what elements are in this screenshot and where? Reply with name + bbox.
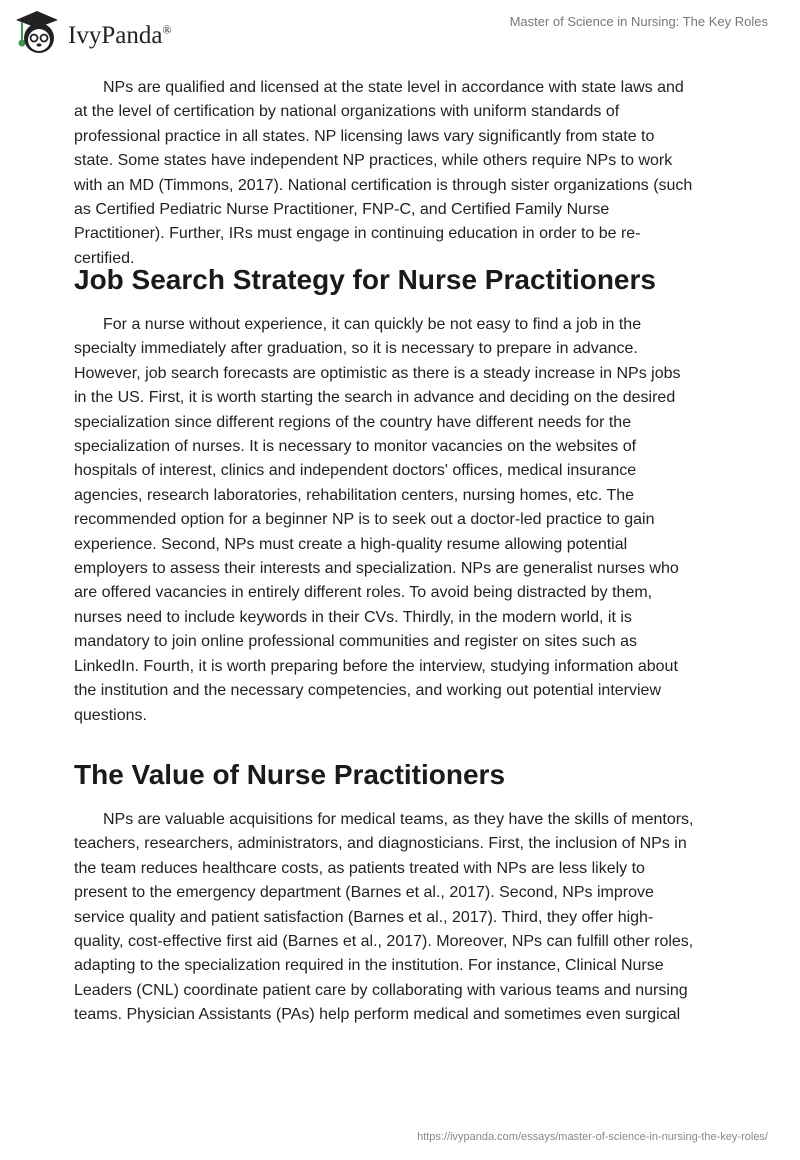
- text-line: service quality and patient satisfaction (Barnes et al., 2017). Third, they offer high-: [74, 908, 654, 926]
- text-line: NPs are valuable acquisitions for medical teams, as they have the skills of mentors,: [103, 811, 694, 828]
- text-line: hospitals of interest, clinics and independent doctors' offices, medical insurance: [74, 462, 637, 480]
- text-line: However, job search forecasts are optimistic as there is a steady increase in NPs jobs: [74, 364, 681, 382]
- text-line: Practitioner). Further, IRs must engage in continuing education in order to be re-: [74, 225, 641, 243]
- text-line: as Certified Pediatric Nurse Practitioner, FNP-C, and Certified Family Nurse: [74, 201, 610, 219]
- text-line: specialization since different regions of the country have different needs for the: [74, 413, 632, 431]
- paragraph-licensing: [74, 76, 692, 271]
- text-line: Leaders (CNL) coordinate patient care by collaborating with various teams and nursing: [74, 981, 688, 999]
- text-line: quality, cost-effective first aid (Barnes et al., 2017). Moreover, NPs can fulfill other roles,: [74, 933, 694, 951]
- text-line: specialization of nurses. It is necessary to monitor vacancies on the websites of: [74, 438, 637, 456]
- text-line: the institution and the necessary competencies, and working out potential interview: [74, 682, 662, 700]
- text-line: present to the emergency department (Barnes et al., 2017). Second, NPs improve: [74, 884, 654, 902]
- text-line: in the US. First, it is worth starting the search in advance and deciding on the desired: [74, 389, 676, 407]
- text-line: mandatory to join online professional communities and register on sites such as: [74, 633, 637, 651]
- paragraph-job-search: [74, 313, 681, 728]
- text-line: are offered vacancies in entirely different roles. To avoid being distracted by them,: [74, 584, 653, 602]
- text-line: nurses need to include keywords in their CVs. Thirdly, in the modern world, it is: [74, 608, 632, 626]
- text-line: specialty immediately after graduation, so it is necessary to prepare in advance.: [74, 340, 638, 358]
- text-line: agencies, research laboratories, rehabilitation centers, nursing homes, etc. The: [74, 486, 635, 504]
- text-line: recommended option for a beginner NP is to seek out a doctor-led practice to gain: [74, 511, 655, 529]
- text-line: experience. Second, NPs must create a high-quality resume allowing potential: [74, 535, 628, 553]
- logo-text: IvyPanda®: [68, 22, 172, 49]
- text-line: the team reduces healthcare costs, as patients treated with NPs are less likely to: [74, 859, 645, 877]
- source-url[interactable]: https://ivypanda.com/essays/master-of-science-in-nursing-the-key-roles/: [417, 1131, 768, 1143]
- document-title: Master of Science in Nursing: The Key Roles: [509, 14, 768, 29]
- text-line: For a nurse without experience, it can quickly be not easy to find a job in the: [103, 316, 642, 333]
- ivypanda-logo[interactable]: [12, 8, 172, 56]
- text-line: NPs are qualified and licensed at the state level in accordance with state laws and: [103, 79, 684, 96]
- text-line: questions.: [74, 706, 147, 724]
- heading-job-search: Job Search Strategy for Nurse Practitioners: [74, 264, 656, 295]
- text-line: adapting to the specialization required in the institution. For instance, Clinical Nurse: [74, 957, 664, 975]
- heading-value: The Value of Nurse Practitioners: [74, 759, 506, 790]
- paragraph-value: [74, 808, 694, 1028]
- text-line: LinkedIn. Fourth, it is worth preparing before the interview, studying information about: [74, 657, 678, 675]
- text-line: with an MD (Timmons, 2017). National certification is through sister organizations (such: [74, 176, 693, 194]
- text-line: professional practice in all states. NP licensing laws vary significantly from state to: [74, 127, 655, 145]
- text-line: employers to assess their interests and specialization. NPs are generalist nurses who: [74, 560, 679, 578]
- text-line: teachers, researchers, administrators, and diagnosticians. First, the inclusion of NPs in: [74, 835, 687, 853]
- text-line: teams. Physician Assistants (PAs) help perform medical and sometimes even surgical: [74, 1006, 681, 1024]
- panda-logo-icon: [12, 8, 62, 56]
- text-line: state. Some states have independent NP practices, while others require NPs to work: [74, 152, 673, 170]
- text-line: certified.: [74, 249, 135, 267]
- text-line: at the level of certification by national organizations with uniform standards of: [74, 103, 620, 121]
